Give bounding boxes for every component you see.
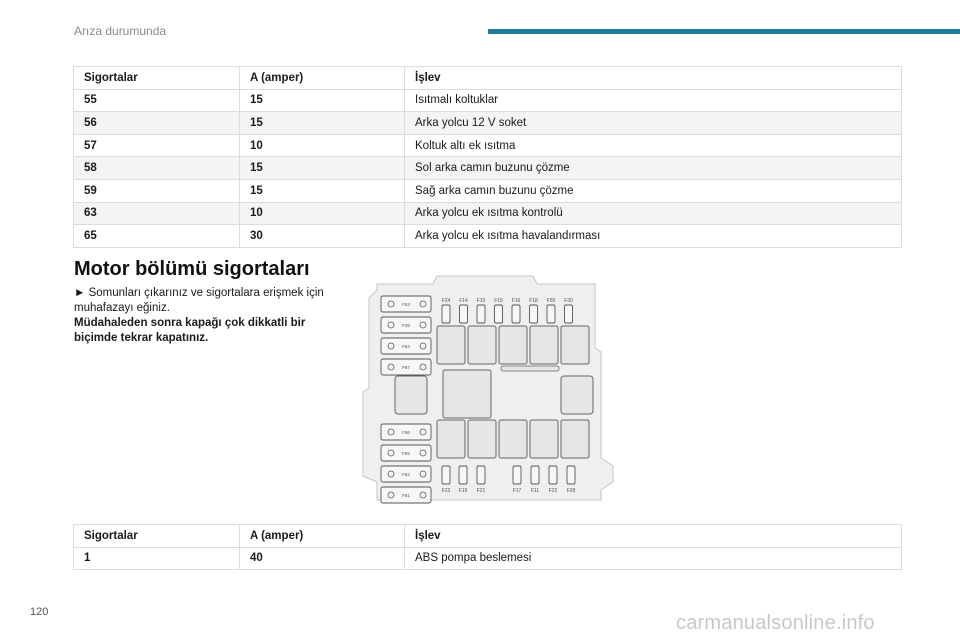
relay-block [561,420,589,458]
header-title: Arıza durumunda [74,24,167,38]
fuse-label: F50 [546,298,556,304]
mini-fuse [567,466,575,484]
function-cell: Koltuk altı ek ısıtma [405,134,902,157]
fuse-box-diagram [355,268,617,504]
fuse-label: F10 [476,298,486,304]
function-cell: Arka yolcu ek ısıtma havalandırması [405,225,902,248]
watermark: carmanualsonline.info [676,612,875,634]
warning-text: Müdahaleden sonra kapağı çok dikkatli bir biçimde tekrar kapatınız. [74,317,306,344]
instruction-text: ► Somunları çıkarınız ve sigortalara erişmek için muhafazayı eğiniz. [74,287,324,314]
mini-fuse [459,466,467,484]
relay-label: F39 [402,323,410,328]
fuse-label: F23 [441,488,451,494]
fuse-label: F24 [441,298,451,304]
fuse-label: F28 [566,488,576,494]
fuse-label: F21 [476,488,486,494]
relay-block [468,420,496,458]
relay-block [530,420,558,458]
page-number: 120 [30,606,49,618]
right-large-relay [561,376,593,414]
mini-fuse [442,466,450,484]
fuse-number-cell: 56 [74,112,240,135]
relay-label: F84 [402,344,410,349]
relay-block [437,420,465,458]
amperage-cell: 30 [240,225,405,248]
relay-label: F85 [402,451,410,456]
fuse-table-1 [73,66,902,248]
table-row [74,112,902,135]
table-row [74,89,902,112]
relay-label: F86 [402,430,410,435]
table-row [74,157,902,180]
center-large-relay [443,370,491,418]
mini-fuse [477,305,485,323]
fuse-label: F15 [494,298,503,304]
table-row [74,547,902,570]
mini-fuse [513,466,521,484]
amperage-cell: 10 [240,134,405,157]
function-cell: ABS pompa beslemesi [405,547,902,570]
table-row [74,202,902,225]
amperage-cell: 15 [240,112,405,135]
fuse-number-cell: 55 [74,89,240,112]
fuse-label: F17 [512,488,522,494]
function-cell: Sağ arka camın buzunu çözme [405,179,902,202]
function-cell: Arka yolcu 12 V soket [405,112,902,135]
relay-label: F87 [402,365,410,370]
amperage-cell: 15 [240,157,405,180]
column-header: A (amper) [240,525,405,548]
fuse-label: F18 [529,298,538,304]
amperage-cell: 40 [240,547,405,570]
fuse-table-2 [73,524,902,570]
relay-block [561,326,589,364]
relay-label: F82 [402,472,410,477]
table-row [74,225,902,248]
column-header: İşlev [405,525,902,548]
relay-block [437,326,465,364]
table-row [74,134,902,157]
relay-block [530,326,558,364]
fuse-number-cell: 63 [74,202,240,225]
fuse-label: F22 [548,488,558,494]
function-cell: Sol arka camın buzunu çözme [405,157,902,180]
mini-fuse [512,305,520,323]
section-title: Motor bölümü sigortaları [74,258,310,280]
mini-fuse [460,305,468,323]
relay-block [499,420,527,458]
mini-fuse [530,305,538,323]
fuse-label: F16 [511,298,521,304]
function-cell: Arka yolcu ek ısıtma kontrolü [405,202,902,225]
relay-block [468,326,496,364]
fuse-number-cell: 1 [74,547,240,570]
section-body [74,286,334,346]
fuse-number-cell: 59 [74,179,240,202]
fuse-number-cell: 57 [74,134,240,157]
relay-label: F81 [402,493,410,498]
mini-fuse [531,466,539,484]
fuse-label: F30 [564,298,573,304]
column-header: A (amper) [240,67,405,90]
fuse-label: F19 [458,488,468,494]
table-row [74,179,902,202]
fuse-label: F11 [530,488,540,494]
fuse-label: F14 [459,298,468,304]
column-header: Sigortalar [74,67,240,90]
mini-fuse [477,466,485,484]
fuse-number-cell: 58 [74,157,240,180]
column-header: Sigortalar [74,525,240,548]
function-cell: Isıtmalı koltuklar [405,89,902,112]
mini-fuse [565,305,573,323]
amperage-cell: 15 [240,179,405,202]
table-header-row [74,67,902,90]
left-large-relay [395,376,427,414]
table-header-row [74,525,902,548]
header-accent-bar [488,29,960,34]
amperage-cell: 10 [240,202,405,225]
mini-fuse [495,305,503,323]
mini-fuse [547,305,555,323]
column-header: İşlev [405,67,902,90]
fuse-number-cell: 65 [74,225,240,248]
center-slot [501,366,559,371]
mini-fuse [442,305,450,323]
mini-fuse [549,466,557,484]
amperage-cell: 15 [240,89,405,112]
relay-label: F53 [402,302,410,307]
relay-block [499,326,527,364]
